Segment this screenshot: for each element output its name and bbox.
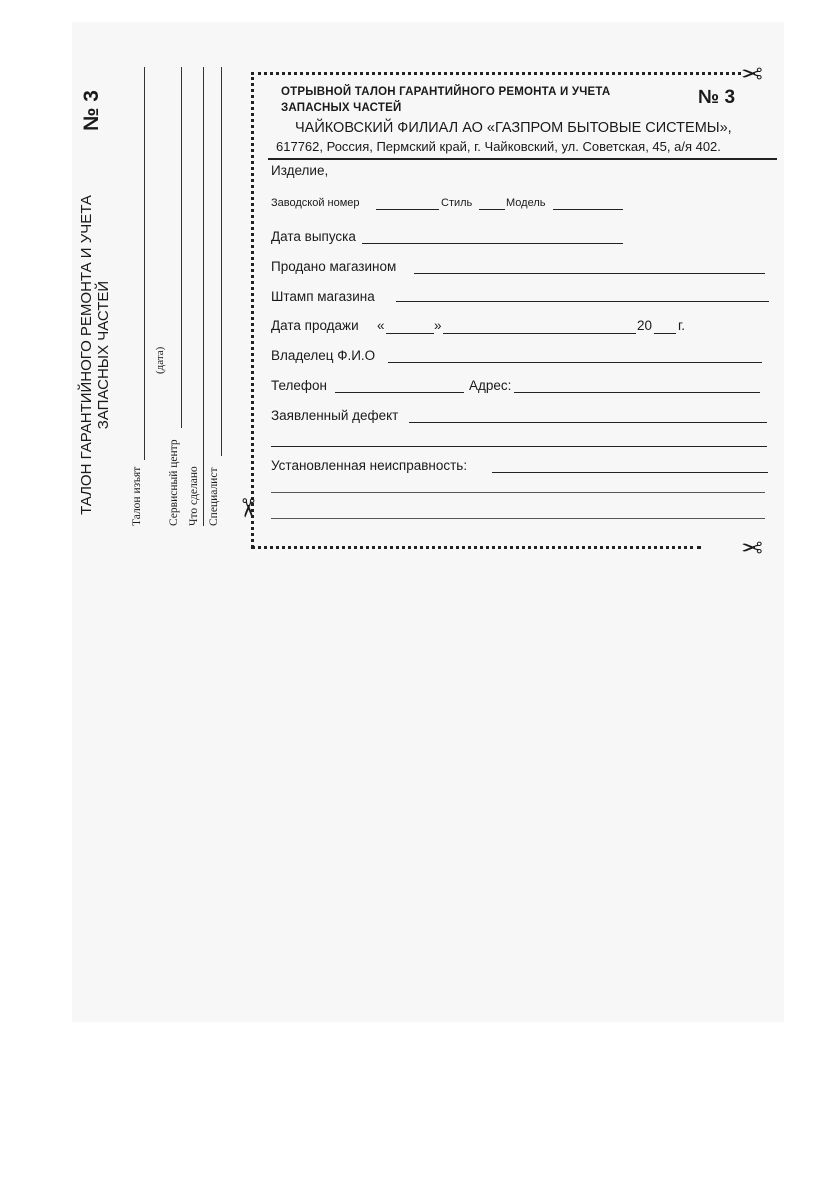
serial-field[interactable] [376,209,439,210]
cut-line-top [251,72,741,75]
owner-field[interactable] [388,362,762,363]
coupon-title-line1: ОТРЫВНОЙ ТАЛОН ГАРАНТИЙНОГО РЕМОНТА И УЧЕТА [281,86,611,98]
stub-number: № 3 [80,90,103,131]
stub-specialist-label: Специалист [208,467,220,526]
company-address: 617762, Россия, Пермский край, г. Чайковский, ул. Советская, 45, а/я 402. [276,139,721,154]
sold-by-field[interactable] [414,273,765,274]
phone-field[interactable] [335,392,464,393]
scissors-icon: ✂ [232,497,263,519]
stub-removed-line[interactable] [144,67,145,460]
sale-date-quote-open: « [377,318,385,333]
fault-field-line3[interactable] [271,518,765,519]
stub-service-label: Сервисный центр [168,439,180,526]
address-field[interactable] [514,392,760,393]
serial-label: Заводской номер [271,197,360,209]
defect-field[interactable] [409,422,767,423]
coupon-title-line2: ЗАПАСНЫХ ЧАСТЕЙ [281,102,402,114]
owner-label: Владелец Ф.И.О [271,348,376,363]
stub-title-line2: ЗАПАСНЫХ ЧАСТЕЙ [95,280,112,430]
stamp-label: Штамп магазина [271,289,375,304]
phone-label: Телефон [271,378,328,393]
fault-field[interactable] [492,472,768,473]
scissors-icon: ✂ [741,532,763,562]
stub-done-line[interactable] [203,67,204,526]
stub-removed-label: Талон изъят [131,466,143,526]
release-date-label: Дата выпуска [271,229,356,244]
model-label: Модель [506,197,546,209]
header-divider [268,158,777,160]
cut-line-left [251,72,254,548]
sale-day-field[interactable] [386,333,434,334]
scissors-icon: ✂ [741,58,763,88]
sale-date-label: Дата продажи [271,318,359,333]
sale-year-field[interactable] [654,333,676,334]
coupon-number: № 3 [698,87,736,108]
defect-field-line2[interactable] [271,446,767,447]
sold-by-label: Продано магазином [271,259,397,274]
stub-title-line1: ТАЛОН ГАРАНТИЙНОГО РЕМОНТА И УЧЕТА [78,195,95,515]
fault-field-line2[interactable] [271,492,765,493]
stamp-field[interactable] [396,301,769,302]
stub-title [78,190,112,520]
address-label: Адрес: [469,378,512,393]
product-label: Изделие, [271,163,329,178]
stub-section [28,56,228,526]
defect-label: Заявленный дефект [271,408,399,423]
sale-month-field[interactable] [443,333,636,334]
cut-line-bottom [251,546,701,549]
stub-date-label: (дата) [154,346,166,374]
sale-year-suffix: г. [678,318,686,333]
sale-year-prefix: 20 [637,318,653,333]
stub-specialist-line[interactable] [221,67,222,456]
fault-label: Установленная неисправность: [271,458,468,473]
model-field[interactable] [553,209,623,210]
style-field[interactable] [479,209,505,210]
style-label: Стиль [441,197,473,209]
release-date-field[interactable] [362,243,623,244]
sale-date-quote-close: » [434,318,442,333]
company-name: ЧАЙКОВСКИЙ ФИЛИАЛ АО «ГАЗПРОМ БЫТОВЫЕ СИСТЕМЫ», [295,120,732,136]
stub-service-line[interactable] [181,67,182,428]
stub-done-label: Что сделано [188,466,200,526]
